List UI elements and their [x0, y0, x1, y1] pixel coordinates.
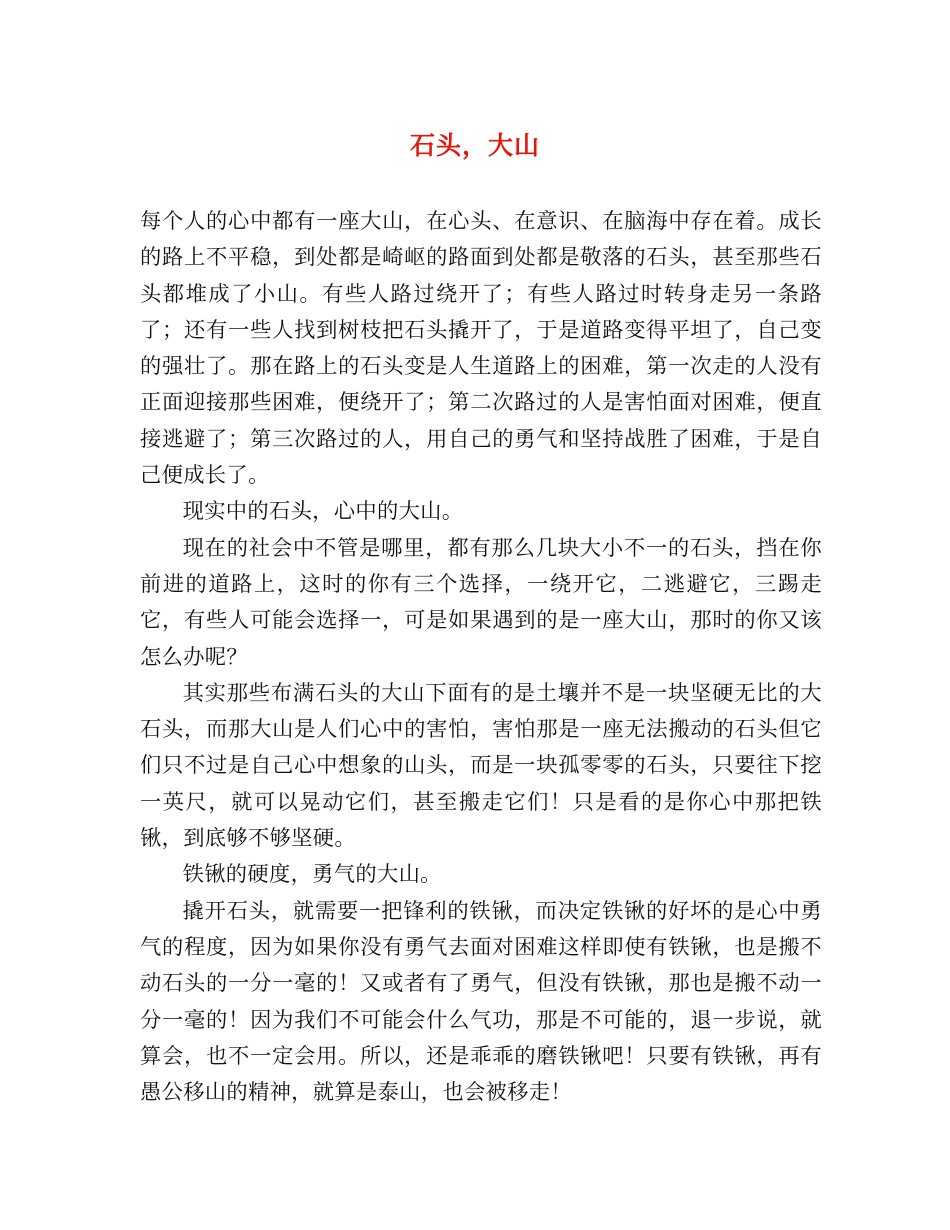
paragraph-2: 现实中的石头，心中的大山。 — [182, 499, 464, 525]
paragraph-1: 每个人的心中都有一座大山，在心头、在意识、在脑海中存在着。成长的路上不平稳，到处都是崎岖的路面到处都是敬落的石头，甚至那些石头都堆成了小山。有些人路过绕开了；有些人路过时转身走另一条路了；还有一些人找到树枝把石头撬开了，于是道路变得平坦了，自己变的强壮了。那在路上的石头变是人生道路上的困难，第一次走的人没有正面迎接那些困难，便绕开了；第二次路过的人是害怕面对困难，便直接逃避了；第三次路过的人，用自己的勇气和坚持战胜了困难，于是自己便成长了。 — [140, 209, 822, 489]
paragraph-3: 现在的社会中不管是哪里，都有那么几块大小不一的石头，挡在你前进的道路上，这时的你有三个选择，一绕开它，二逃避它，三踢走它，有些人可能会选择一，可是如果遇到的是一座大山，那时的你又该怎么办呢？ — [140, 535, 822, 670]
paragraph-6: 撬开石头，就需要一把锋利的铁锹，而决定铁锹的好坏的是心中勇气的程度，因为如果你没有勇气去面对困难这样即使有铁锹，也是搬不动石头的一分一毫的！又或者有了勇气，但没有铁锹，那也是搬不动一分一毫的！因为我们不可能会什么气功，那是不可能的，退一步说，就算会，也不一定会用。所以，还是乖乖的磨铁锹吧！只要有铁锹，再有愚公移山的精神，就算是泰山，也会被移走！ — [140, 898, 822, 1106]
document-body — [140, 204, 822, 1111]
paragraph-4: 其实那些布满石头的大山下面有的是土壤并不是一块坚硬无比的大石头，而那大山是人们心中的害怕，害怕那是一座无法搬动的石头但它们只不过是自己心中想象的山头，而是一块孤零零的石头，只要往下挖一英尺，就可以晃动它们，甚至搬走它们！只是看的是你心中那把铁锹，到底够不够坚硬。 — [140, 680, 822, 852]
document-title: 石头，大山 — [409, 131, 540, 160]
paragraph-5: 铁锹的硬度，勇气的大山。 — [182, 862, 442, 888]
